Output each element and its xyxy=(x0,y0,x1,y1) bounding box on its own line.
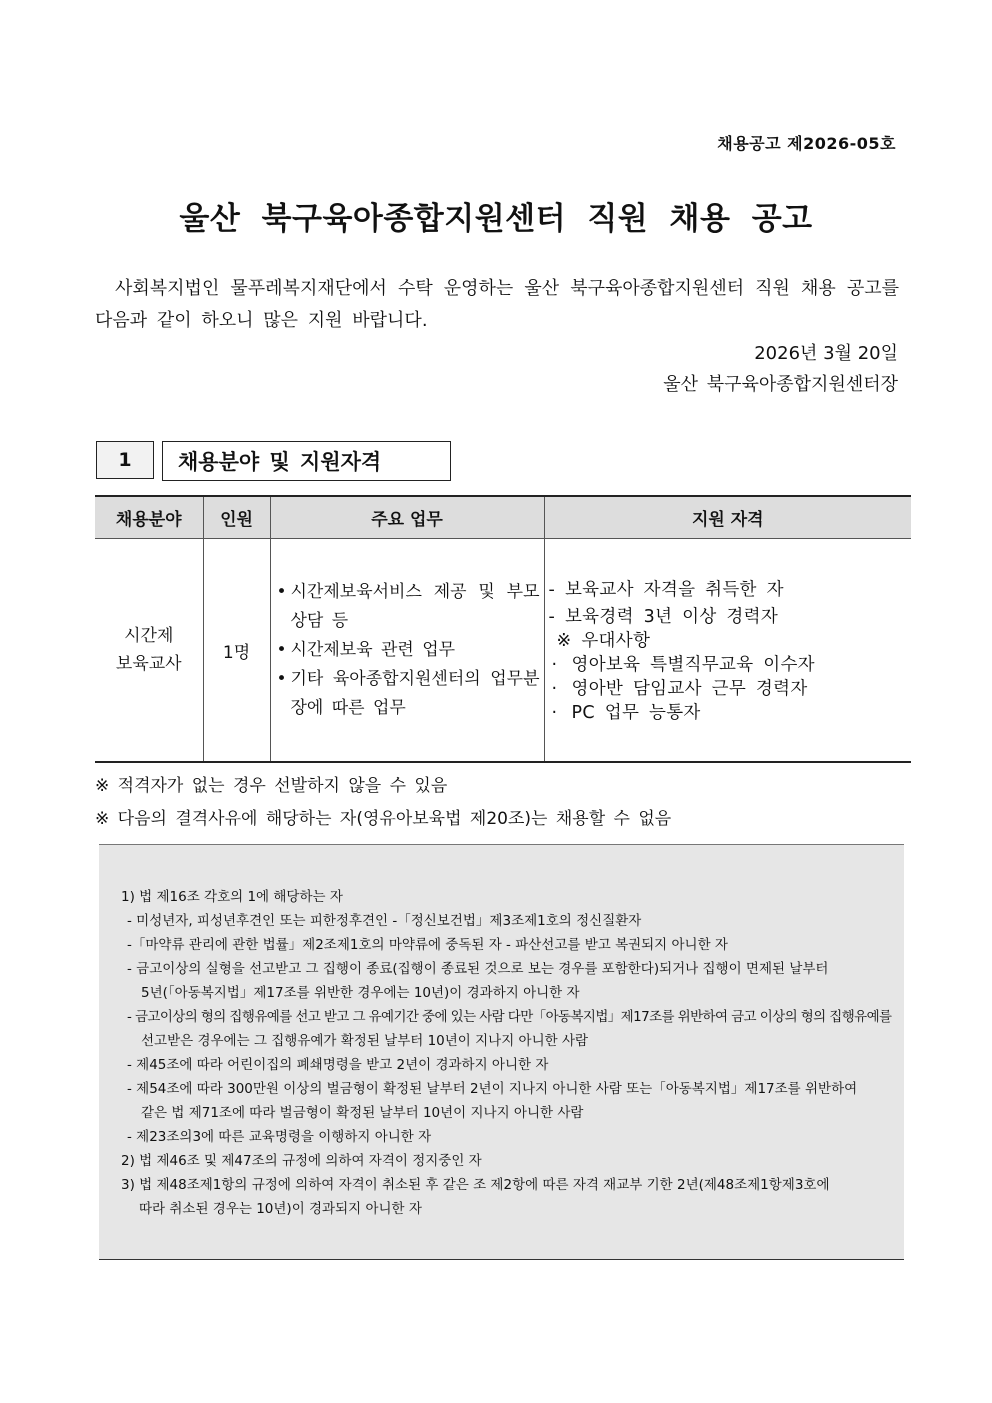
field-line: 시간제 xyxy=(124,626,174,646)
cell-count: 1명 xyxy=(203,539,270,763)
qualification-item: - 보육교사 자격을 취득한 자 xyxy=(548,580,784,600)
section-number: 1 xyxy=(96,441,154,479)
header-qualifications: 지원 자격 xyxy=(544,496,911,539)
duties-list xyxy=(271,578,544,723)
recruitment-table xyxy=(95,495,911,763)
disqualification-line: 5년(「아동복지법」제17조를 위반한 경우에는 10년)이 경과하지 아니한 자 xyxy=(141,985,580,1001)
header-count: 인원 xyxy=(203,496,270,539)
disqualification-line: 따라 취소된 경우는 10년)이 경과되지 아니한 자 xyxy=(139,1201,422,1217)
disqualification-line: 1) 법 제16조 각호의 1에 해당하는 자 xyxy=(121,889,343,905)
intro-paragraph: 사회복지법인 물푸레복지재단에서 수탁 운영하는 울산 북구육아종합지원센터 직원 채용 공고를 다음과 같이 하오니 많은 지원 바랍니다. xyxy=(95,278,899,331)
disqualification-line: - 제54조에 따라 300만원 이상의 벌금형이 확정된 날부터 2년이 지나지 아니한 사람 또는「아동복지법」제17조를 위반하여 xyxy=(127,1081,858,1097)
preference-item xyxy=(549,653,912,677)
disqualification-line: - 제23조의3에 따른 교육명령을 이행하지 아니한 자 xyxy=(127,1129,432,1145)
disqualification-line: - 금고이상의 실형을 선고받고 그 집행이 종료(집행이 종료된 것으로 보는 경우를 포함한다)되거나 집행이 면제된 날부터 xyxy=(127,961,829,977)
bullet-dot: · xyxy=(551,703,558,723)
disqualification-line: 3) 법 제48조제1항의 규정에 의하여 자격이 취소된 후 같은 조 제2항에 따른 자격 재교부 기한 2년(제48조제1항제3호에 xyxy=(121,1177,830,1193)
duty-item: • 시간제보육 관련 업무 xyxy=(277,636,540,665)
preference-item xyxy=(549,677,912,701)
page-title: 울산 북구육아종합지원센터 직원 채용 공고 xyxy=(179,201,813,237)
bullet-dot: · xyxy=(551,679,558,699)
header-field: 채용분야 xyxy=(95,496,203,539)
preference-text: 영아보육 특별직무교육 이수자 xyxy=(571,655,815,675)
preference-title: ※ 우대사항 xyxy=(556,631,651,651)
field-line: 보육교사 xyxy=(115,654,182,674)
bullet-dot: · xyxy=(551,655,558,675)
cell-duties xyxy=(270,539,544,763)
disqualification-line: - 미성년자, 피성년후견인 또는 피한정후견인 -「정신보건법」제3조제1호의 정신질환자 xyxy=(127,913,642,929)
disqualification-line: 2) 법 제46조 및 제47조의 규정에 의하여 자격이 정지중인 자 xyxy=(121,1153,482,1169)
table-header-row xyxy=(95,496,911,539)
duty-item: • 기타 육아종합지원센터의 업무분장에 따른 업무 xyxy=(277,665,540,723)
preference-text: PC 업무 능통자 xyxy=(571,703,701,723)
table-row xyxy=(95,539,911,763)
disqualification-line: - 금고이상의 형의 집행유예를 선고 받고 그 유예기간 중에 있는 사람 다만「아동복지법」제17조를 위반하여 금고 이상의 형의 집행유예를 xyxy=(127,1009,892,1025)
preference-text: 영아반 담임교사 근무 경력자 xyxy=(571,679,808,699)
note: ※ 다음의 결격사유에 해당하는 자(영유아보육법 제20조)는 채용할 수 없음 xyxy=(95,809,672,829)
disqualification-line: 선고받은 경우에는 그 집행유예가 확정된 날부터 10년이 지나지 아니한 사람 xyxy=(141,1033,589,1049)
disqualification-line: -「마약류 관리에 관한 법률」제2조제1호의 마약류에 중독된 자 - 파산선고를 받고 복권되지 아니한 자 xyxy=(127,937,728,953)
disqualification-line: - 제45조에 따라 어린이집의 폐쇄명령을 받고 2년이 경과하지 아니한 자 xyxy=(127,1057,549,1073)
section-title: 채용분야 및 지원자격 xyxy=(162,441,451,481)
disqualification-line: 같은 법 제71조에 따라 벌금형이 확정된 날부터 10년이 지나지 아니한 사람 xyxy=(141,1105,584,1121)
header-duties: 주요 업무 xyxy=(270,496,544,539)
cell-qualifications xyxy=(544,539,911,763)
disqualification-box xyxy=(99,844,904,1260)
signer: 울산 북구육아종합지원센터장 xyxy=(663,374,898,395)
note: ※ 적격자가 없는 경우 선발하지 않을 수 있음 xyxy=(95,776,448,796)
qualifications-list xyxy=(545,575,912,725)
announcement-date: 2026년 3월 20일 xyxy=(754,343,898,364)
cell-field xyxy=(95,539,203,763)
notice-number: 채용공고 제2026-05호 xyxy=(717,134,896,153)
preference-item xyxy=(549,701,912,725)
qualification-item: - 보육경력 3년 이상 경력자 xyxy=(548,607,779,627)
duty-item: • 시간제보육서비스 제공 및 부모 상담 등 xyxy=(277,578,540,636)
